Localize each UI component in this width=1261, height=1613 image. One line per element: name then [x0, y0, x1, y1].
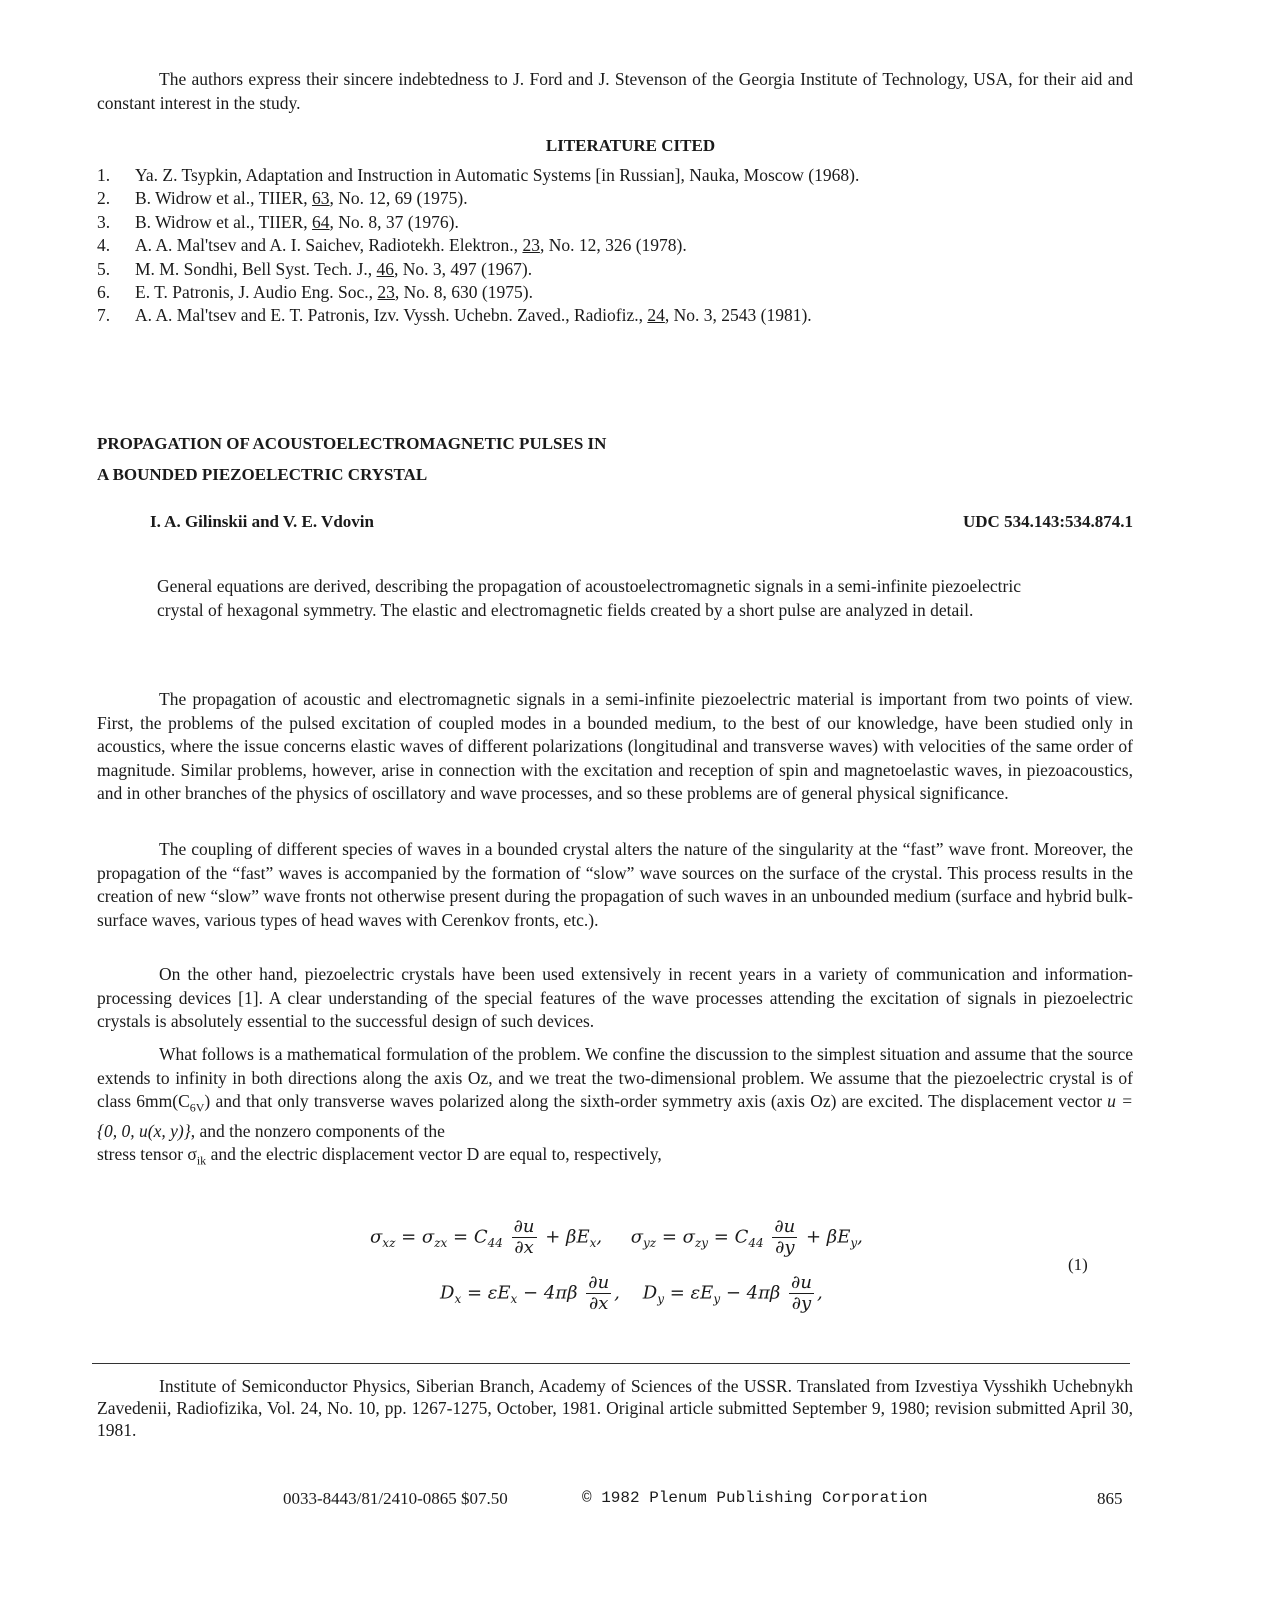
reference-number: 7.	[97, 305, 111, 326]
reference-text: M. M. Sondhi, Bell Syst. Tech. J., 46, No. 3, 497 (1967).	[135, 258, 533, 279]
reference-number: 4.	[97, 235, 111, 256]
reference-number: 1.	[97, 165, 111, 185]
body-paragraph	[97, 963, 1133, 1034]
footnote-divider	[92, 1363, 1130, 1364]
reference-number: 3.	[97, 211, 111, 232]
reference-text: E. T. Patronis, J. Audio Eng. Soc., 23, No. 8, 630 (1975).	[135, 281, 533, 302]
footnote	[97, 1375, 1133, 1441]
reference-text: Ya. Z. Tsypkin, Adaptation and Instruction in Automatic Systems [in Russian], Nauka, Moscow (1968).	[135, 165, 860, 185]
abstract: General equations are derived, describing the propagation of acoustoelectromagnetic signals in a semi-infinite piezoelectric crystal of hexagonal symmetry. The elastic and electromagnetic fields created by a short pulse are analyzed in detail.	[157, 576, 1021, 620]
equation-number: (1)	[1068, 1255, 1088, 1274]
reference-item	[97, 164, 1133, 187]
reference-text: A. A. Mal'tsev and E. T. Patronis, Izv. Vyssh. Uchebn. Zaved., Radiofiz., 24, No. 3, 2543 (1981).	[135, 305, 812, 326]
paragraph-text: The propagation of acoustic and electromagnetic signals in a semi-infinite piezoelectric material is important from two points of view. First, the problems of the pulsed excitation of coupled modes in a bounded medium, to the best of our knowledge, have been studied only in acoustics, where the issue concerns elastic waves of different polarizations (longitudinal and transverse waves) with velocities of the same order of magnitude. Similar problems, however, arise in connection with the excitation and reception of spin and magnetoelastic waves, in piezoacoustics, and in other branches of the physics of oscillatory and wave processes, and so these problems are of general physical significance.	[97, 689, 1133, 803]
paragraph-last-line: stress tensor $\sigma_{ik}$ and the electric displacement vector D are equal to, respectively,	[97, 1144, 662, 1168]
reference-text: B. Widrow et al., TIIER, 64, No. 8, 37 (1976).	[135, 211, 459, 232]
reference-list	[97, 164, 1133, 328]
literature-heading: LITERATURE CITED	[545, 136, 716, 155]
article-title-line-2: A BOUNDED PIEZOELECTRIC CRYSTAL	[97, 465, 428, 484]
reference-text: B. Widrow et al., TIIER, 63, No. 12, 69 (1975).	[135, 188, 468, 209]
footnote-text: Institute of Semiconductor Physics, Siberian Branch, Academy of Sciences of the USSR. Translated from Izvestiya Vysshikh Uchebnykh Zavedenii, Radiofizika, Vol. 24, No. 10, pp. 1267-1275, October, 1981. Original article submitted September 9, 1980; revision submitted April 30, 1981.	[97, 1376, 1133, 1440]
udc-code: UDC 534.143:534.874.1	[963, 512, 1133, 531]
journal-code: 0033-8443/81/2410-0865 $07.50	[283, 1489, 508, 1508]
reference-item	[97, 258, 1133, 281]
article-title-line-1: PROPAGATION OF ACOUSTOELECTROMAGNETIC PULSES IN	[97, 434, 607, 453]
reference-item	[97, 211, 1133, 234]
paragraph-text: On the other hand, piezoelectric crystals have been used extensively in recent years in a variety of communication and information-processing devices [1]. A clear understanding of the special features of the wave processes attending the excitation of signals in piezoelectric crystals is absolutely essential to the successful design of such devices.	[97, 964, 1133, 1031]
reference-number: 6.	[97, 281, 111, 302]
acknowledgement-paragraph	[97, 68, 1133, 115]
equation-line-1: $\sigma_{xz} = \sigma_{zx} = C_{44}$ $\frac{\partial u}{\partial x}$ + $\beta E_x$, $\sigma_{yz} = \sigma_{zy} = C_{44}$ $\frac{\partial u}{\partial y}$ + $\beta E_y$,	[370, 1216, 863, 1258]
reference-number: 2.	[97, 188, 111, 209]
reference-item	[97, 187, 1133, 210]
reference-item	[97, 281, 1133, 304]
paragraph-text: The coupling of different species of waves in a bounded crystal alters the nature of the singularity at the “fast” wave front. Moreover, the propagation of the “fast” waves is accompanied by the formation of “slow” wave sources on the surface of the crystal. This process results in the creation of new “slow” wave fronts not otherwise present during the propagation of such waves in an unbounded medium (surface and hybrid bulk-surface waves, various types of head waves with Cerenkov fronts, etc.).	[97, 839, 1133, 930]
acknowledgement-text: The authors express their sincere indebtedness to J. Ford and J. Stevenson of the Georgia Institute of Technology, USA, for their aid and constant interest in the study.	[97, 69, 1133, 113]
page-number: 865	[1097, 1489, 1123, 1508]
body-paragraph: What follows is a mathematical formulation of the problem. We confine the discussion to the simplest situation and assume that the source extends to infinity in both directions along the axis Oz, and we treat the two-dimensional problem. We assume that the piezoelectric crystal is of class $6mm(C_{6V})$ and that only transverse waves polarized along the sixth-order symmetry axis (axis Oz) are excited. The displacement vector u = {0, 0, u(x, y)}, and the nonzero components of the	[97, 1044, 1133, 1141]
reference-text: A. A. Mal'tsev and A. I. Saichev, Radiotekh. Elektron., 23, No. 12, 326 (1978).	[135, 235, 687, 256]
reference-item	[97, 304, 1133, 327]
body-paragraph	[97, 838, 1133, 932]
reference-item	[97, 234, 1133, 257]
equation-line-2: $D_x = \varepsilon E_x - 4\pi\beta$ $\frac{\partial u}{\partial x}$ , $D_y = \varepsilon E_y - 4\pi\beta$ $\frac{\partial u}{\partial y}$ ,	[440, 1272, 823, 1314]
displacement-vector: u = {0, 0, u(x, y)}	[97, 1091, 1133, 1141]
copyright-notice: © 1982 Plenum Publishing Corporation	[582, 1489, 928, 1507]
body-paragraph	[97, 688, 1133, 806]
reference-number: 5.	[97, 258, 111, 279]
article-authors: I. A. Gilinskii and V. E. Vdovin	[150, 512, 374, 531]
